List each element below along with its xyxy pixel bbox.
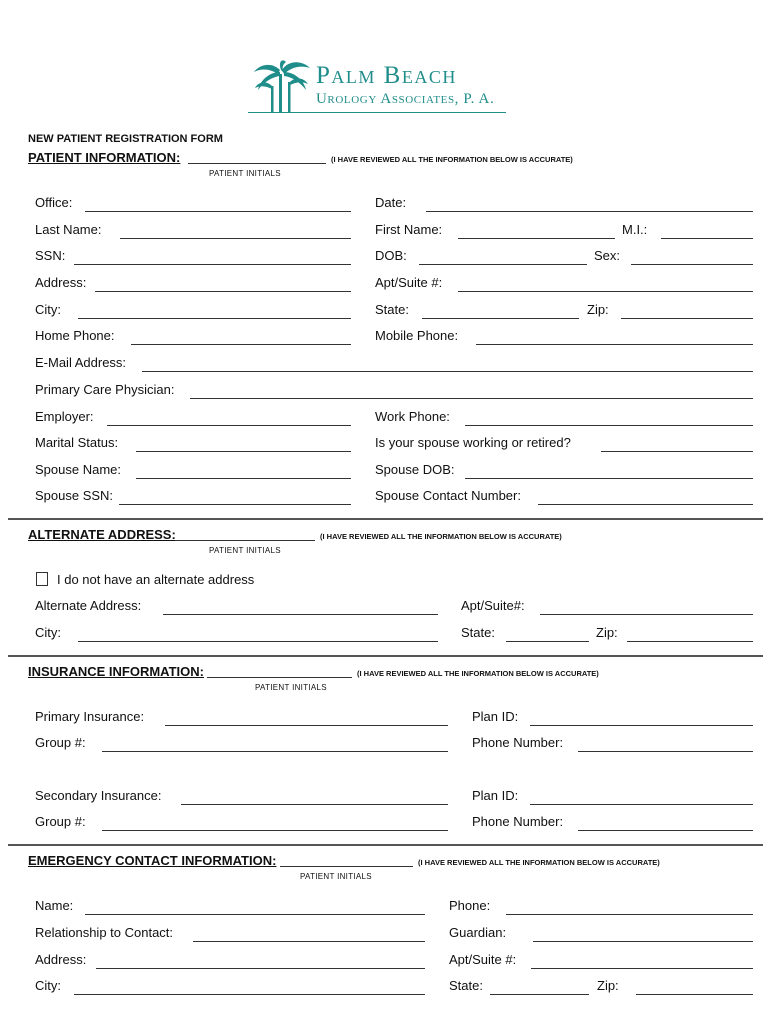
spouse-name-label: Spouse Name:	[35, 462, 121, 477]
contact-city-field[interactable]	[74, 994, 425, 995]
dob-label: DOB:	[375, 248, 407, 263]
home-phone-label: Home Phone:	[35, 328, 115, 343]
spouse-working-field[interactable]	[601, 451, 753, 452]
patient-section-title: PATIENT INFORMATION:	[28, 150, 181, 165]
relationship-label: Relationship to Contact:	[35, 925, 174, 940]
first-name-field[interactable]	[458, 238, 615, 239]
sex-label: Sex:	[594, 248, 621, 263]
phone-number-label: Phone Number:	[472, 735, 564, 750]
plan-id2-field[interactable]	[530, 804, 753, 805]
employer-field[interactable]	[107, 425, 351, 426]
spouse-contact-label: Spouse Contact Number:	[375, 488, 521, 503]
city-field[interactable]	[78, 318, 351, 319]
emergency-initials-field[interactable]	[280, 866, 413, 867]
logo	[246, 58, 508, 116]
alt-zip-label: Zip:	[596, 625, 618, 640]
date-label: Date:	[375, 195, 407, 210]
plan-id-field[interactable]	[530, 725, 753, 726]
dob-field[interactable]	[419, 264, 587, 265]
mi-label: M.I.:	[622, 222, 648, 237]
date-field[interactable]	[426, 211, 753, 212]
alt-apt-field[interactable]	[540, 614, 753, 615]
contact-state-field[interactable]	[490, 994, 589, 995]
last-name-label: Last Name:	[35, 222, 102, 237]
apt-field[interactable]	[458, 291, 753, 292]
pcp-field[interactable]	[190, 398, 753, 399]
address-label: Address:	[35, 275, 87, 290]
contact-phone-field[interactable]	[506, 914, 753, 915]
employer-label: Employer:	[35, 409, 94, 424]
alt-address-field[interactable]	[163, 614, 438, 615]
group-label: Group #:	[35, 735, 86, 750]
pcp-label: Primary Care Physician:	[35, 382, 175, 397]
emergency-accuracy-note: (I HAVE REVIEWED ALL THE INFORMATION BELOW IS ACCURATE)	[418, 858, 660, 867]
email-field[interactable]	[142, 371, 753, 372]
patient-initials-label: PATIENT INITIALS	[209, 169, 281, 178]
patient-accuracy-note: (I HAVE REVIEWED ALL THE INFORMATION BELOW IS ACCURATE)	[331, 155, 573, 164]
work-phone-label: Work Phone:	[375, 409, 450, 424]
address-field[interactable]	[95, 291, 351, 292]
contact-address-field[interactable]	[96, 968, 425, 969]
mi-field[interactable]	[661, 238, 753, 239]
ssn-field[interactable]	[74, 264, 351, 265]
spouse-ssn-field[interactable]	[119, 504, 351, 505]
alt-address-label: Alternate Address:	[35, 598, 142, 613]
phone-number2-field[interactable]	[578, 830, 753, 831]
guardian-field[interactable]	[533, 941, 753, 942]
spouse-working-label: Is your spouse working or retired?	[375, 435, 571, 450]
palm-tree-icon	[252, 60, 312, 112]
section-divider	[8, 844, 763, 846]
relationship-field[interactable]	[193, 941, 425, 942]
marital-field[interactable]	[136, 451, 351, 452]
logo-name-line2: Urology Associates, P. A.	[316, 91, 495, 107]
contact-apt-label: Apt/Suite #:	[449, 952, 517, 967]
primary-insurance-field[interactable]	[165, 725, 448, 726]
home-phone-field[interactable]	[131, 344, 351, 345]
alternate-section-title: ALTERNATE ADDRESS:	[28, 527, 176, 542]
city-label: City:	[35, 302, 61, 317]
section-divider	[8, 655, 763, 657]
spouse-contact-field[interactable]	[538, 504, 753, 505]
logo-underline	[248, 112, 506, 113]
spouse-name-field[interactable]	[136, 478, 351, 479]
contact-state-label: State:	[449, 978, 483, 993]
patient-initials-field[interactable]	[188, 163, 326, 164]
guardian-label: Guardian:	[449, 925, 507, 940]
alt-zip-field[interactable]	[627, 641, 753, 642]
contact-name-label: Name:	[35, 898, 74, 913]
contact-apt-field[interactable]	[531, 968, 753, 969]
mobile-phone-label: Mobile Phone:	[375, 328, 459, 343]
alt-state-label: State:	[461, 625, 495, 640]
group2-field[interactable]	[102, 830, 448, 831]
primary-insurance-label: Primary Insurance:	[35, 709, 145, 724]
contact-name-field[interactable]	[85, 914, 425, 915]
plan-id2-label: Plan ID:	[472, 788, 519, 803]
office-label: Office:	[35, 195, 73, 210]
contact-city-label: City:	[35, 978, 61, 993]
first-name-label: First Name:	[375, 222, 443, 237]
work-phone-field[interactable]	[465, 425, 753, 426]
sex-field[interactable]	[631, 264, 753, 265]
insurance-section-title: INSURANCE INFORMATION:	[28, 664, 204, 679]
spouse-dob-field[interactable]	[465, 478, 753, 479]
emergency-section-title: EMERGENCY CONTACT INFORMATION:	[28, 853, 277, 868]
emergency-initials-label: PATIENT INITIALS	[300, 872, 372, 881]
section-divider	[8, 518, 763, 520]
secondary-insurance-label: Secondary Insurance:	[35, 788, 162, 803]
zip-label: Zip:	[587, 302, 609, 317]
alt-apt-label: Apt/Suite#:	[461, 598, 525, 613]
office-field[interactable]	[85, 211, 351, 212]
last-name-field[interactable]	[120, 238, 351, 239]
group2-label: Group #:	[35, 814, 86, 829]
spouse-dob-label: Spouse DOB:	[375, 462, 455, 477]
plan-id-label: Plan ID:	[472, 709, 519, 724]
marital-label: Marital Status:	[35, 435, 119, 450]
contact-zip-field[interactable]	[636, 994, 753, 995]
mobile-phone-field[interactable]	[476, 344, 753, 345]
form-title: NEW PATIENT REGISTRATION FORM	[28, 133, 223, 145]
alt-city-field[interactable]	[78, 641, 438, 642]
contact-phone-label: Phone:	[449, 898, 491, 913]
spouse-ssn-label: Spouse SSN:	[35, 488, 114, 503]
logo-name-line1: Palm Beach	[316, 62, 457, 89]
phone-number2-label: Phone Number:	[472, 814, 564, 829]
email-label: E-Mail Address:	[35, 355, 127, 370]
alternate-accuracy-note: (I HAVE REVIEWED ALL THE INFORMATION BELOW IS ACCURATE)	[320, 532, 562, 541]
apt-label: Apt/Suite #:	[375, 275, 443, 290]
state-label: State:	[375, 302, 409, 317]
group-field[interactable]	[102, 751, 448, 752]
alternate-initials-field[interactable]	[175, 540, 315, 541]
alt-city-label: City:	[35, 625, 61, 640]
no-alternate-checkbox[interactable]	[36, 572, 48, 586]
alt-state-field[interactable]	[506, 641, 589, 642]
state-field[interactable]	[422, 318, 579, 319]
contact-zip-label: Zip:	[597, 978, 619, 993]
contact-address-label: Address:	[35, 952, 87, 967]
zip-field[interactable]	[621, 318, 753, 319]
secondary-insurance-field[interactable]	[181, 804, 448, 805]
alternate-initials-label: PATIENT INITIALS	[209, 546, 281, 555]
insurance-initials-field[interactable]	[207, 677, 352, 678]
no-alternate-label: I do not have an alternate address	[57, 572, 255, 587]
insurance-initials-label: PATIENT INITIALS	[255, 683, 327, 692]
ssn-label: SSN:	[35, 248, 66, 263]
phone-number-field[interactable]	[578, 751, 753, 752]
insurance-accuracy-note: (I HAVE REVIEWED ALL THE INFORMATION BELOW IS ACCURATE)	[357, 669, 599, 678]
